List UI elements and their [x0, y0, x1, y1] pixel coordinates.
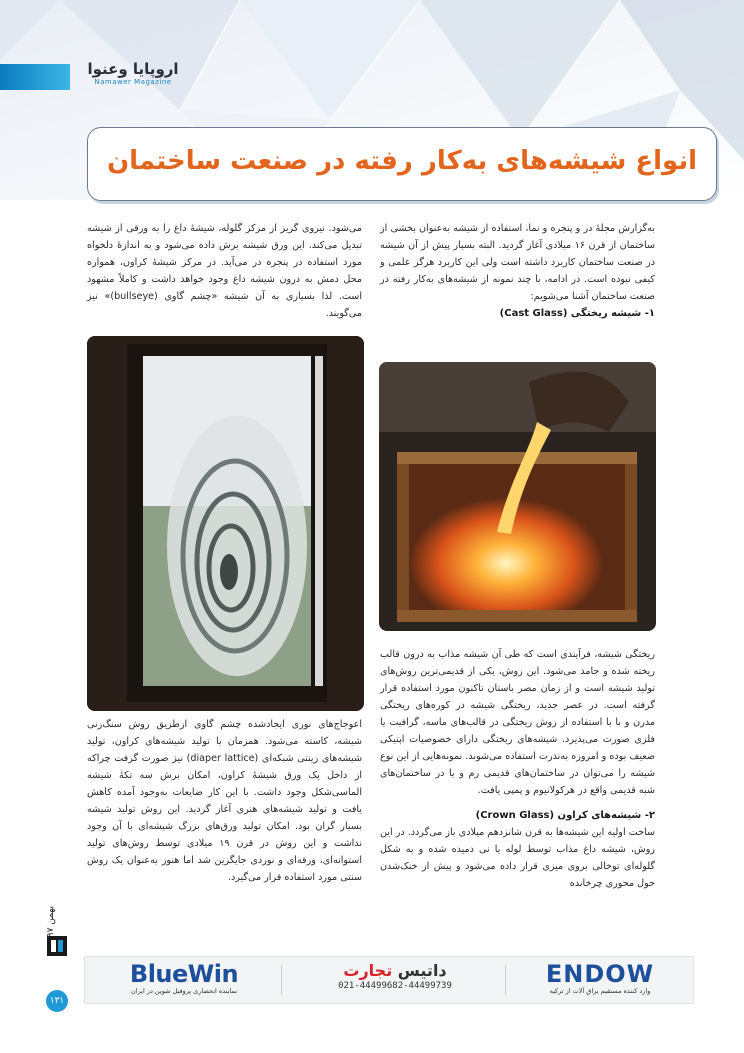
left-column-top: [87, 220, 362, 322]
logo-text: اروپایا وعنوا: [87, 60, 179, 78]
molten-glass-image: [379, 362, 656, 631]
page-number: ۱۳۱: [46, 990, 68, 1012]
right-column-top: [380, 220, 655, 322]
magazine-mark-icon: [46, 935, 68, 957]
datis-phone: 021-44499682-44499739: [338, 981, 452, 991]
datis-name: داتیس: [397, 961, 447, 980]
magazine-logo: [78, 60, 188, 94]
bullseye-window-photo: [87, 336, 364, 711]
cast-glass-photo: [379, 362, 656, 631]
title-box: [87, 127, 717, 201]
bluewin-logo: BlueWin: [129, 960, 239, 988]
datis-logo: [295, 961, 495, 981]
ad-divider: [505, 965, 506, 995]
endow-logo: ENDOW: [545, 960, 655, 988]
bluewin-tagline: نماینده انحصاری پروفیل شوین در ایران: [130, 987, 238, 995]
heading-cast-glass: ۱- شیشه ریختگی (Cast Glass): [499, 308, 655, 319]
brand-color-strip: [0, 64, 70, 90]
logo-subtitle: Namawer Magazine: [94, 78, 172, 86]
crown-glass-paragraph: ساخت اولیه این شیشه‌ها به قرن شانزدهم میلادی باز می‌گردد. در این روش، شیشه داغ مذاب توسط لوله یا نی دمیده شده و به شکل گلوله‌ای توخالی بروی میزی قرار داده می‌شود و پیش از خنک‌شدن حول محوری چرخانده: [380, 827, 655, 889]
right-column-bottom: [380, 646, 655, 892]
issue-month: بهمن ۹۷: [46, 906, 56, 938]
advertisement-bar: [84, 956, 694, 1004]
heading-crown-glass: ۲- شیشه‌های کراون (Crown Glass): [475, 810, 655, 821]
left-column-bottom: [87, 716, 362, 886]
datis-ad[interactable]: [295, 961, 495, 999]
bullseye-distortion-paragraph: اعوجاج‌های نوری ایجادشده چشم گاوی ازطریق روش سنگ‌زنی شیشه، کاسته می‌شود. همزمان با تولید شیشه‌های کراون، تولید شیشه‌های زینتی شبکه‌ای (diaper lattice) نیز صورت گرفت چراکه از داخل یک ورق شیشهٔ کراون، امکان برش سه تکهٔ شیشه الماسی‌شکل وجود داشت. با این کار ضایعات به‌وجود آمده کاهش یافت و تولید شیشه‌های هنری آغاز گردید. این روش تولید شیشه بسیار گران بود. امکان تولید ورق‌های بزرگ شیشه‌ای با آن وجود نداشت و این روش در قرن ۱۹ میلادی توسط روش‌های تولید استوانه‌ای، ورقه‌ای و نوردی جایگزین شد اما هنوز به‌عنوان یک روش سنتی مورد استفاده قرار می‌گیرد.: [87, 719, 362, 883]
crown-glass-window-image: [87, 336, 364, 711]
endow-tagline: وارد کننده مستقیم یراق آلات از ترکیه: [549, 987, 651, 995]
datis-trade: تجارت: [343, 961, 393, 980]
endow-ad[interactable]: [517, 961, 683, 999]
ad-divider: [281, 965, 282, 995]
bluewin-ad[interactable]: [99, 961, 269, 999]
cast-glass-paragraph: ریختگی شیشه، فرآیندی است که طی آن شیشه مذاب به درون قالب ریخته شده و جامد می‌شود. این روش، یکی از قدیمی‌ترین روش‌های تولید شیشه است و از زمان مصر باستان تاکنون مورد استفاده قرار گرفته است. در عصر جدید، ریختگی شیشه در کوره‌های ریختگی مدرن و با با استفاده از روش ریختگی در قالب‌های ماسه، گرافیت یا فلزی صورت می‌پذیرد. شیشه‌های ریختگی دارای خصوصیات اپتیکی ضعیف بوده و امروزه به‌ندرت استفاده می‌شوند. نمونه‌هایی از این نوع شیشه را می‌توان در ساختمان‌های قدیمی رم و یا در ساختمان‌های شبه قدیمی واقع در هرکولانیوم و پمپی یافت.: [380, 649, 655, 796]
intro-paragraph: به‌گزارش مجلهٔ در و پنجره و نما، استفاده از شیشه به‌عنوان بخشی از ساختمان از قرن ۱۶ میلادی آغاز گردید. البته بسیار پیش از آن شیشه در صنعت ساختمان کاربرد داشته است ولی این کاربرد هرگز علمی و کیفی نبوده است. در ادامه، با چند نمونه از شیشه‌های به‌کار رفته در صنعت ساختمان آشنا می‌شویم:: [380, 223, 655, 302]
crown-continued-paragraph: می‌شود. نیروی گریز از مرکز گلوله، شیشهٔ داغ را به ورقی از شیشه تبدیل می‌کند. این ورق شیشه برش داده می‌شود و به اندازهٔ دلخواه مورد استفاده در پنجره در می‌آید. در مرکز شیشهٔ کراون، همواره محل دمش به درون شیشه داغ وجود خواهد داشت و کاملاً مشهود است. لذا بسیاری به آن شیشه «چشم گاوی (bullseye)» نیز می‌گویند.: [87, 223, 362, 319]
article-title: انواع شیشه‌های به‌کار رفته در صنعت ساختمان: [106, 146, 698, 176]
